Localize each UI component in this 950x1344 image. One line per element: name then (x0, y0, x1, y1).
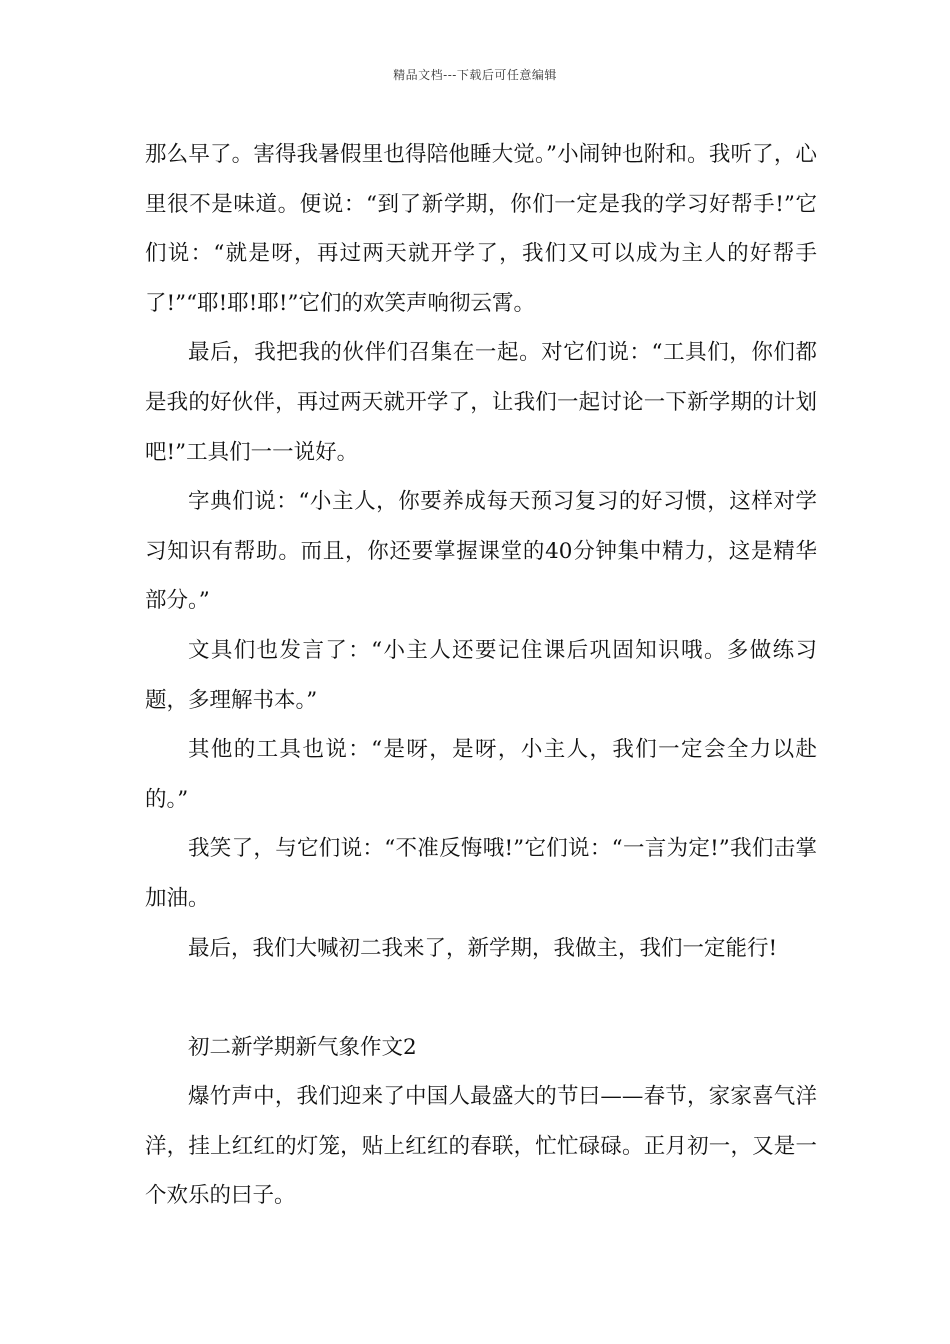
section-title: 初二新学期新气象作文2 (188, 1034, 417, 1060)
paragraph: 爆竹声中，我们迎来了中国人最盛大的节曰——春节，家家喜气洋洋，挂上红红的灯笼，贴上红红的春联，忙忙碌碌。正月初一，又是一个欢乐的曰子。 (145, 1084, 817, 1209)
paragraph: 最后，我把我的伙伴们召集在一起。对它们说：“工具们，你们都是我的好伙伴，再过两天就开学了，让我们一起讨论一下新学期的计划吧!”工具们一一说好。 (145, 340, 817, 465)
paragraph: 文具们也发言了：“小主人还要记住课后巩固知识哦。多做练习题，多理解书本。” (145, 637, 817, 713)
paragraph: 其他的工具也说：“是呀，是呀，小主人，我们一定会全力以赴的。” (145, 737, 817, 812)
paragraph: 我笑了，与它们说：“不准反悔哦!”它们说：“一言为定!”我们击掌加油。 (145, 836, 817, 911)
page-header: 精品文档---下载后可任意编辑 (393, 68, 557, 82)
document-body (145, 130, 817, 1221)
paragraph: 字典们说：“小主人，你要养成每天预习复习的好习惯，这样对学习知识有帮助。而且，你还要掌握课堂的40分钟集中精力，这是精华部分。” (145, 489, 817, 614)
paragraph: 那么早了。害得我暑假里也得陪他睡大觉。”小闹钟也附和。我听了，心里很不是味道。便说：“到了新学期，你们一定是我的学习好帮手!”它们说：“就是呀，再过两天就开学了，我们又可以成为主人的好帮手了!”“耶!耶!耶!”它们的欢笑声响彻云霄。 (145, 142, 817, 316)
paragraph: 最后，我们大喊初二我来了，新学期，我做主，我们一定能行! (188, 935, 778, 961)
